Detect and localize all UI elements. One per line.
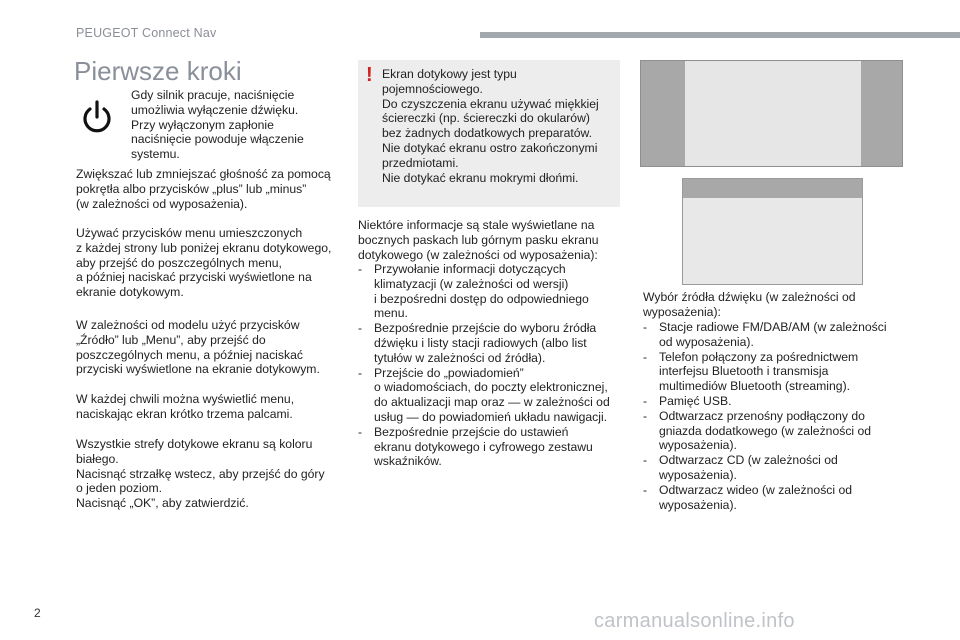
status-bars-list xyxy=(358,262,628,469)
audio-source-intro: Wybór źródła dźwięku (w zależności od wyposażenia): xyxy=(643,290,856,319)
status-bars-intro: Niektóre informacje są stale wyświetlane na bocznych paskach lub górnym pasku ekranu dotykowego (w zależności od wyposażenia): xyxy=(358,218,599,262)
list-item: - Odtwarzacz wideo (w zależności od wyposażenia). xyxy=(643,482,853,512)
watermark: carmanualsonline.info xyxy=(594,610,795,632)
paragraph-three-fingers: W każdej chwili można wyświetlić menu, naciskając ekran krótko trzema palcami. xyxy=(76,392,295,421)
screen-top-bar xyxy=(683,179,862,198)
power-description: Gdy silnik pracuje, naciśnięcie umożliwia wyłączenie dźwięku. Przy wyłączonym zapłonie naciśnięcie powoduje włączenie systemu. xyxy=(131,88,304,162)
list-item: - Bezpośrednie przejście do ustawień ekranu dotykowego i cyfrowego zestawu wskaźników. xyxy=(358,424,593,469)
list-item: - Pamięć USB. xyxy=(643,393,732,408)
paragraph-volume: Zwiększać lub zmniejszać głośność za pomocą pokrętła albo przycisków „plus” lub „minus” (w zależności od wyposażenia). xyxy=(76,167,331,211)
list-item: - Odtwarzacz CD (w zależności od wyposażenia). xyxy=(643,453,838,482)
power-icon xyxy=(80,98,114,136)
header-rule xyxy=(480,32,960,38)
paragraph-touch-zones: Wszystkie strefy dotykowe ekranu są koloru białego. Nacisnąć strzałkę wstecz, aby przejść do góry o jeden poziom. Nacisnąć „OK”, aby zatwierdzić. xyxy=(76,437,325,511)
paragraph-source-menu: W zależności od modelu użyć przycisków „Źródło” lub „Menu”, aby przejść do poszczególnych menu, a później naciskać przyciski wyświetlone na ekranie dotykowym. xyxy=(76,318,320,377)
list-item: - Odtwarzacz przenośny podłączony do gniazda dodatkowego (w zależności od wyposażenia). xyxy=(643,408,872,453)
list-item: - Telefon połączony za pośrednictwem interfejsu Bluetooth i transmisja multimediów Bluetooth (streaming). xyxy=(643,349,859,394)
list-item: - Bezpośrednie przejście do wyboru źródła dźwięku i listy stacji radiowych (albo list tytułów w zależności od źródła). xyxy=(358,321,597,365)
paragraph-menu-buttons: Używać przycisków menu umieszczonych z każdej strony lub poniżej ekranu dotykowego, aby przejść do poszczególnych menu, a później naciskać przyciski wyświetlone na ekranie dotykowym. xyxy=(76,226,332,300)
audio-source-list xyxy=(643,320,923,512)
manual-title: PEUGEOT Connect Nav xyxy=(76,26,217,40)
warning-icon: ! xyxy=(366,64,373,86)
list-item: - Przywołanie informacji dotyczących klimatyzacji (w zależności od wersji) i bezpośredni dostęp do odpowiedniego menu. xyxy=(358,262,589,321)
page-number: 2 xyxy=(34,606,41,620)
page-title: Pierwsze kroki xyxy=(74,56,242,86)
screen-display-area xyxy=(685,61,861,166)
list-item: - Przejście do „powiadomień” o wiadomościach, do poczty elektronicznej, do aktualizacji map oraz — w zależności od usług — do powiadomień układu nawigacji. xyxy=(358,365,610,424)
warning-text: Ekran dotykowy jest typu pojemnościowego. Do czyszczenia ekranu używać miękkiej ściereczki (np. ściereczki do okularów) bez żadnych dodatkowych preparatów. Nie dotykać ekranu ostro zakończonymi przedmiotami. Nie dotykać ekranu mokrymi dłońmi. xyxy=(382,67,599,185)
screen-illustration-source xyxy=(682,178,863,285)
screen-illustration-main xyxy=(640,60,903,167)
list-item: - Stacje radiowe FM/DAB/AM (w zależności od wyposażenia). xyxy=(643,320,887,349)
